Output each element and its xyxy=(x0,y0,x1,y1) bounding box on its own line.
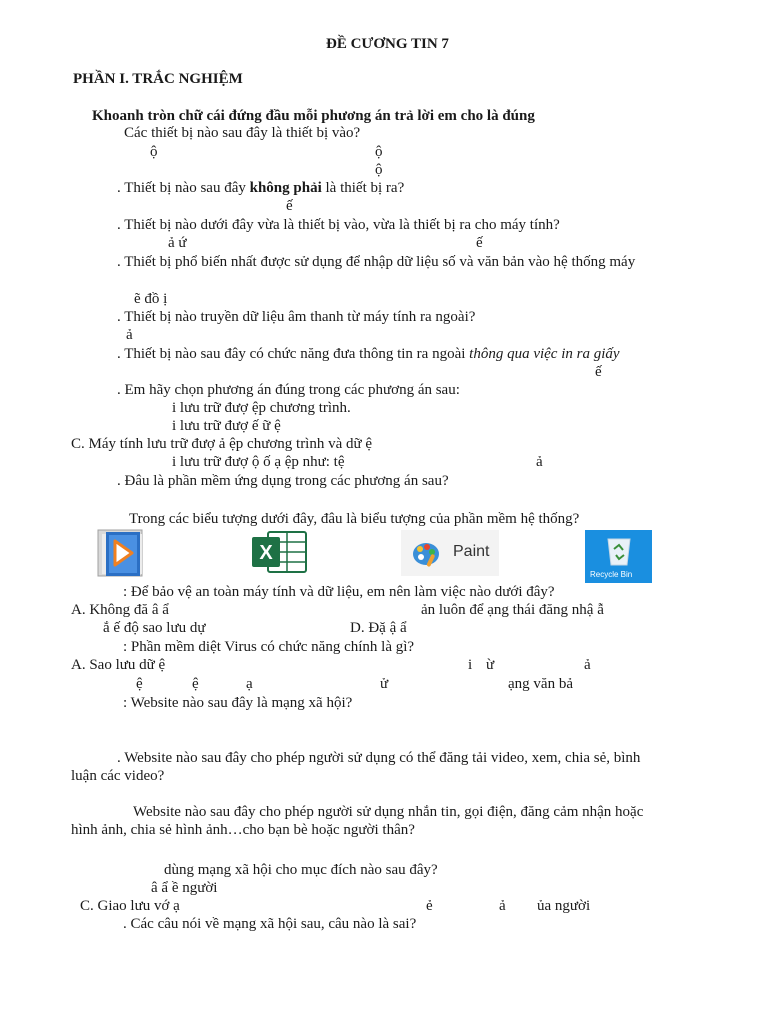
fragment: ả xyxy=(584,657,591,673)
question-6-italic: thông qua việc in ra giấy xyxy=(469,346,620,362)
fragment: ế xyxy=(595,364,602,380)
fragment: ử xyxy=(380,676,389,692)
question-16: . Các câu nói về mạng xã hội sau, câu nào là sai? xyxy=(123,916,417,932)
question-2 xyxy=(117,181,404,196)
question-2-part: . Thiết bị nào sau đây xyxy=(117,180,250,196)
fragment: ủa người xyxy=(537,898,591,914)
paint-icon xyxy=(401,530,499,576)
fragment: ừ xyxy=(486,657,495,673)
fragment: ả xyxy=(536,454,543,470)
instruction: Khoanh tròn chữ cái đứng đầu mỗi phương án trả lời em cho là đúng xyxy=(92,108,535,124)
fragment: ả xyxy=(499,898,506,914)
fragment: ộ xyxy=(375,162,383,178)
recycle-bin-icon xyxy=(585,530,652,583)
question-4: . Thiết bị phổ biến nhất được sử dụng để nhập dữ liệu số và văn bản vào hệ thống máy xyxy=(117,254,636,270)
question-12: : Website nào sau đây là mạng xã hội? xyxy=(123,695,353,711)
option: i lưu trữ đượ ế ữ ệ xyxy=(172,418,281,434)
fragment: i xyxy=(468,657,473,673)
question-3: . Thiết bị nào dưới đây vừa là thiết bị vào, vừa là thiết bị ra cho máy tính? xyxy=(117,217,560,233)
question-15: dùng mạng xã hội cho mục đích nào sau đây? xyxy=(164,862,438,878)
option: ắ ế độ sao lưu dự xyxy=(103,620,206,636)
fragment: ệ xyxy=(136,676,143,692)
question-6-part: . Thiết bị nào sau đây có chức năng đưa thông tin ra ngoài xyxy=(117,346,470,362)
question-13-cont: luận các video? xyxy=(71,768,165,784)
question-10: : Để bảo vệ an toàn máy tính và dữ liệu, em nên làm việc nào dưới đây? xyxy=(123,584,555,600)
question-14-cont: hình ảnh, chia sẻ hình ảnh…cho bạn bè hoặc người thân? xyxy=(71,822,415,838)
question-13: . Website nào sau đây cho phép người sử dụng có thể đăng tải video, xem, chia sẻ, bình xyxy=(117,750,641,766)
option: i lưu trữ đượ ộ ố ạ ệp như: tệ xyxy=(172,454,345,470)
media-player-icon xyxy=(94,528,152,578)
question-2-part: là thiết bị ra? xyxy=(321,180,405,196)
fragment: ả xyxy=(126,327,133,343)
question-7: . Em hãy chọn phương án đúng trong các phương án sau: xyxy=(117,382,460,398)
question-6 xyxy=(117,347,620,362)
fragment: ẽ đồ ị xyxy=(134,291,168,307)
fragment: ẻ xyxy=(426,898,433,914)
option: â ẩ ề người xyxy=(151,880,218,896)
fragment: ạng văn bả xyxy=(508,676,573,692)
recycle-bin-label: Recycle Bin xyxy=(590,570,633,579)
fragment: ế xyxy=(286,198,293,214)
fragment: ộ xyxy=(375,144,383,160)
excel-icon xyxy=(250,530,310,574)
option: i lưu trữ đượ ệp chương trình. xyxy=(172,400,351,416)
fragment: ế xyxy=(476,235,483,251)
option: A. Không đă â ẩ xyxy=(71,602,169,618)
option: A. Sao lưu dữ ệ xyxy=(71,657,166,673)
svg-text:X: X xyxy=(259,542,273,564)
paint-label: Paint xyxy=(453,543,490,560)
question-5: . Thiết bị nào truyền dữ liệu âm thanh từ máy tính ra ngoài? xyxy=(117,309,476,325)
doc-title: ĐỀ CƯƠNG TIN 7 xyxy=(326,36,449,52)
question-14: Website nào sau đây cho phép người sử dụng nhắn tin, gọi điện, đăng cảm nhận hoặc xyxy=(133,804,644,820)
fragment: ộ xyxy=(150,144,158,160)
question-1: Các thiết bị nào sau đây là thiết bị vào? xyxy=(124,125,361,141)
question-8: . Đâu là phần mềm ứng dụng trong các phương án sau? xyxy=(117,473,449,489)
question-11: : Phần mềm diệt Virus có chức năng chính là gì? xyxy=(123,639,415,655)
option: C. Máy tính lưu trữ đượ ả ệp chương trình và dữ ệ xyxy=(71,436,373,452)
fragment: ệ xyxy=(192,676,199,692)
section-heading: PHẦN I. TRẮC NGHIỆM xyxy=(73,71,243,87)
question-2-emphasis: không phải xyxy=(249,180,322,196)
option: D. Đặ ậ ẩ xyxy=(350,620,407,636)
fragment: ả ứ xyxy=(168,235,187,251)
option: ản luôn để ạng thái đăng nhậ ẫ xyxy=(421,602,604,618)
option: C. Giao lưu vớ ạ xyxy=(80,898,180,914)
question-9: Trong các biểu tượng dưới đây, đâu là biểu tượng của phần mềm hệ thống? xyxy=(129,511,580,527)
fragment: ạ xyxy=(246,676,253,692)
